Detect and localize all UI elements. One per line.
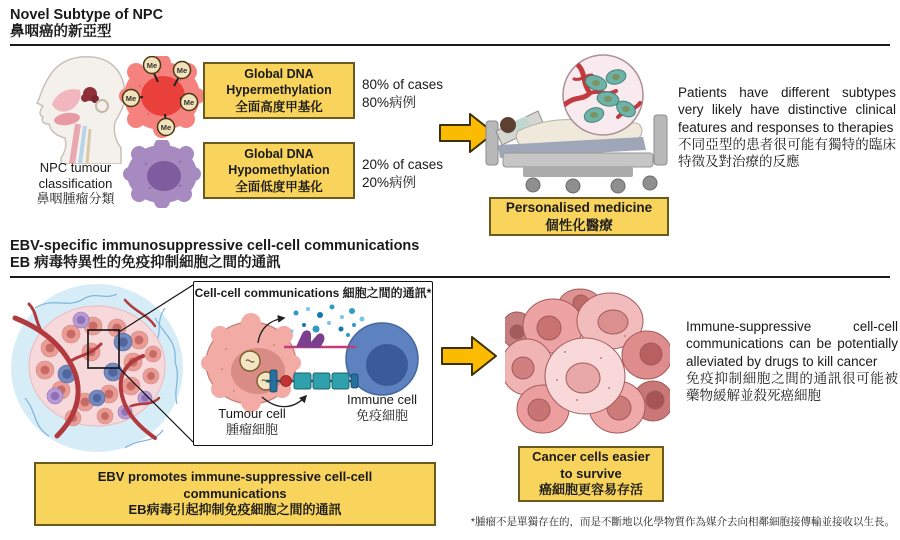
me-badge-label: Me bbox=[176, 66, 188, 75]
hypomethylation-box-line3: 全面低度甲基化 bbox=[235, 179, 323, 194]
section2-paragraph-zh: 免疫抑制細胞之間的通訊很可能被藥物緩解並殺死癌細胞 bbox=[686, 370, 898, 404]
ebv-promotes-line1: EBV promotes immune-suppressive cell-cell bbox=[97, 468, 373, 484]
hypermethylation-box bbox=[203, 62, 355, 119]
section1-divider bbox=[10, 44, 890, 46]
hypomethylation-cases-zh: 20%病例 bbox=[362, 175, 417, 191]
me-badge-label: Me bbox=[146, 61, 158, 70]
hypomethylation-box-line1: Global DNA bbox=[244, 147, 314, 162]
hypermethylation-cases-en: 80% of cases bbox=[362, 77, 444, 92]
cancer-survive-line1: Cancer cells easier bbox=[532, 448, 650, 464]
footnote: *腫瘤不是單獨存在的，而是不斷地以化學物質作為媒介去向相鄰細胞接傳輸並接收以生長。 bbox=[470, 516, 895, 528]
section2-paragraph-en: Immune-suppressive cell-cell communications can be potentially alleviated by drugs to kill cancer bbox=[686, 319, 898, 369]
hypermethylation-box-line3: 全面高度甲基化 bbox=[235, 99, 323, 114]
personalised-medicine-en: Personalised medicine bbox=[505, 199, 653, 215]
me-badge-label: Me bbox=[183, 98, 195, 107]
tumour-cell-label-en: Tumour cell bbox=[218, 406, 286, 421]
me-badge-label: Me bbox=[160, 123, 172, 132]
npc-classification-label-zh: 鼻咽腫瘤分類 bbox=[36, 191, 115, 207]
cancer-survive-line3: 癌細胞更容易存活 bbox=[538, 482, 643, 498]
hypermethylation-box-line2: Hypermethylation bbox=[226, 83, 332, 98]
tumour-cell-label-zh: 腫瘤細胞 bbox=[225, 421, 278, 437]
ebv-promotes-line2: communications bbox=[183, 485, 287, 501]
personalised-medicine-box bbox=[489, 197, 669, 236]
patient-bed-illustration bbox=[478, 53, 673, 198]
hypermethylated-cell-illustration bbox=[118, 56, 206, 138]
hypermethylation-cases bbox=[362, 76, 443, 112]
personalised-medicine-zh: 個性化醫療 bbox=[545, 217, 613, 233]
cell-communications-box bbox=[193, 281, 433, 446]
hypomethylated-cell-illustration bbox=[122, 140, 202, 208]
section2-title-en: EBV-specific immunosuppressive cell-cell communications bbox=[10, 238, 420, 254]
cancer-survive-line2: to survive bbox=[560, 465, 622, 481]
section1-paragraph-zh: 不同亞型的患者很可能有獨特的臨床特徵及對治療的反應 bbox=[678, 136, 896, 170]
section1-title-en: Novel Subtype of NPC bbox=[10, 7, 164, 23]
cancer-survive-box bbox=[518, 446, 664, 502]
npc-classification-label-en: NPC tumour classification bbox=[38, 160, 113, 191]
hypomethylation-cases bbox=[362, 156, 443, 192]
hypomethylation-box bbox=[203, 142, 355, 199]
section1-paragraph bbox=[678, 84, 896, 170]
ebv-promotes-line3: EB病毒引起抑制免疫細胞之間的通訊 bbox=[128, 502, 342, 518]
immune-cell-label-en: Immune cell bbox=[346, 392, 418, 407]
section2-paragraph bbox=[686, 318, 898, 404]
immune-cell-label bbox=[336, 392, 428, 423]
hypermethylation-box-line1: Global DNA bbox=[244, 67, 314, 82]
hypomethylation-box-line2: Hypomethylation bbox=[228, 163, 330, 178]
tumour-cell-label bbox=[202, 406, 302, 437]
me-badge-label: Me bbox=[125, 94, 137, 103]
ebv-promotes-box bbox=[34, 462, 436, 526]
cell-communications-box-title: Cell-cell communications 細胞之間的通訊* bbox=[194, 286, 432, 300]
hypomethylation-cases-en: 20% of cases bbox=[362, 157, 444, 172]
section1-title-zh: 鼻咽癌的新亞型 bbox=[10, 24, 112, 40]
right-arrow-icon bbox=[440, 333, 498, 379]
immune-cell-label-zh: 免疫細胞 bbox=[355, 407, 408, 423]
section2-title-zh: EB 病毒特異性的免疫抑制細胞之間的通訊 bbox=[10, 255, 281, 271]
cancer-cell-cluster-illustration bbox=[505, 288, 670, 438]
section1-paragraph-en: Patients have different subtypes very likely have distinctive clinical features and responses to therapies bbox=[678, 85, 896, 135]
tumour-inset-circle bbox=[563, 55, 643, 135]
hypermethylation-cases-zh: 80%病例 bbox=[362, 95, 417, 111]
